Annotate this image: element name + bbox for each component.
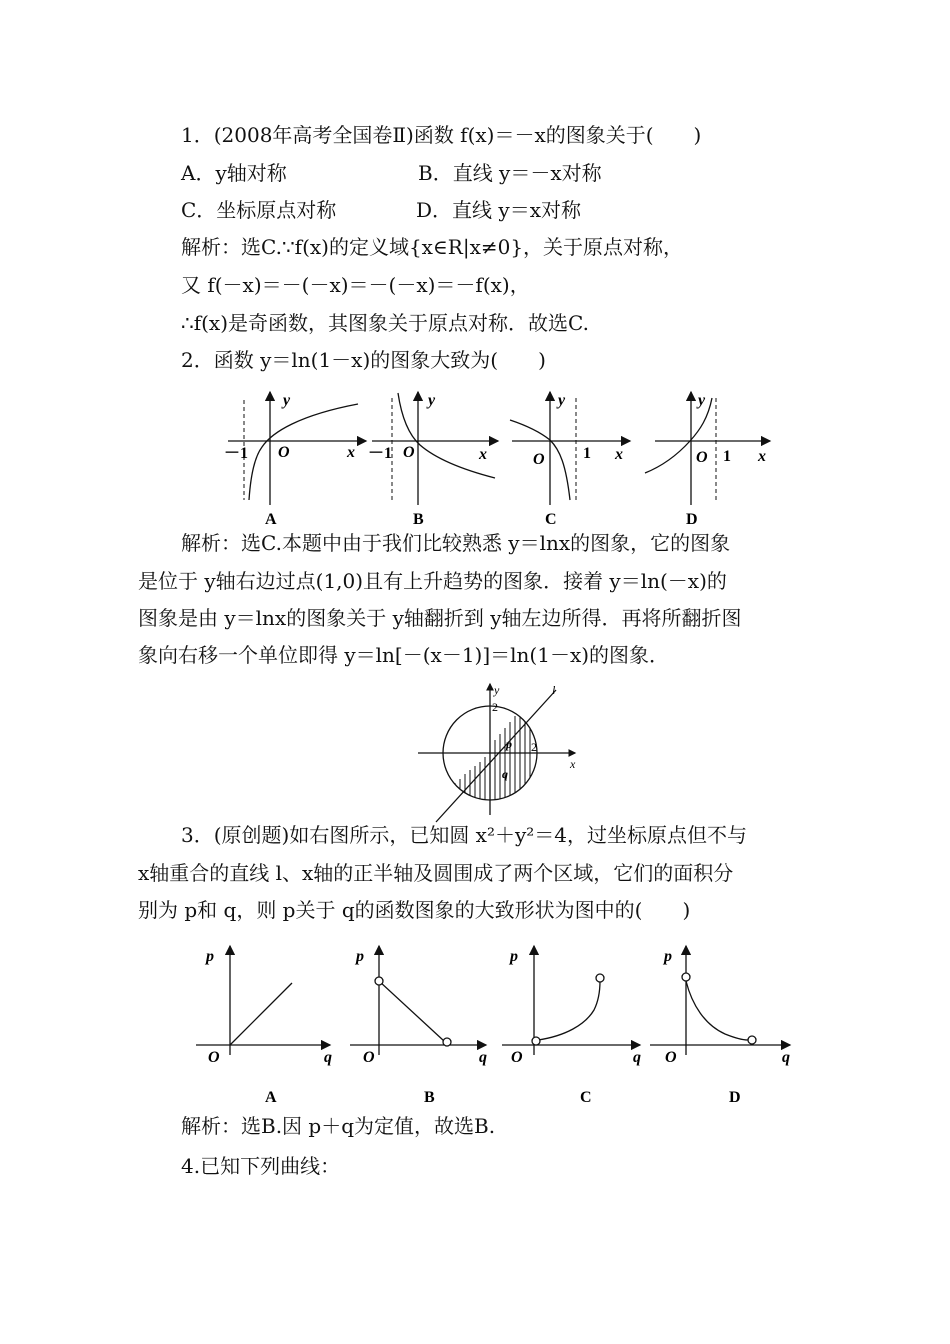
q2-solution-line1: 解析：选C.本题中由于我们比较熟悉 y＝lnx的图象，它的图象	[181, 531, 731, 555]
origin-label: O	[208, 1049, 220, 1066]
graph-label-c: C	[545, 511, 557, 528]
tick-neg1: －1	[368, 445, 393, 462]
tick-one: 1	[583, 445, 591, 462]
graph-label-b: B	[413, 511, 424, 528]
q2-solution-line3: 图象是由 y＝lnx的图象关于 y轴翻折到 y轴左边所得．再将所翻折图	[138, 606, 742, 630]
q1-option-b: B．直线 y＝－x对称	[418, 161, 602, 185]
q1-solution-line1: 解析：选C.∵f(x)的定义域{x∈R|x≠0}，关于原点对称，	[181, 235, 684, 259]
p-label: p	[510, 948, 518, 965]
y-label: y	[283, 392, 291, 409]
origin-label: O	[696, 449, 708, 466]
q1-solution-line2: 又 f(－x)＝－(－x)＝－(－x)＝－f(x)，	[181, 273, 530, 297]
open-endpoint	[596, 974, 604, 982]
x-label: x	[615, 446, 623, 463]
l-label: l	[552, 683, 556, 697]
q1-option-c: C．坐标原点对称	[181, 198, 337, 222]
q3-line2: x轴重合的直线 l、x轴的正半轴及圆围成了两个区域，它们的面积分	[138, 861, 734, 885]
graph-label-d: D	[729, 1089, 741, 1106]
origin-label: O	[511, 1049, 523, 1066]
q3-solution: 解析：选B.因 p＋q为定值，故选B.	[181, 1114, 496, 1138]
p-label: p	[206, 948, 214, 965]
y-label: y	[698, 392, 706, 409]
graph-label-a: A	[265, 511, 277, 528]
q3-graph-b	[350, 946, 487, 1106]
curve	[230, 983, 292, 1045]
p-label: p	[356, 948, 364, 965]
y-label: y	[558, 392, 566, 409]
graph-label-b: B	[424, 1089, 435, 1106]
x-label: x	[758, 448, 766, 465]
q2-stem: 2．函数 y＝ln(1－x)的图象大致为( )	[181, 348, 546, 372]
x-label: x	[347, 444, 355, 461]
origin-label: O	[533, 451, 545, 468]
graph-label-d: D	[686, 511, 698, 528]
curve	[686, 981, 748, 1040]
q3-graph-a	[196, 946, 332, 1106]
y-label: y	[494, 683, 500, 697]
graph-label-a: A	[265, 1089, 277, 1106]
tick-two-right: 2	[531, 740, 537, 754]
open-endpoint	[748, 1036, 756, 1044]
x-label: x	[570, 757, 576, 771]
q1-option-a: A．y轴对称	[181, 161, 287, 185]
q3-graph-c	[502, 946, 641, 1106]
q3-line3: 别为 p和 q，则 p关于 q的函数图象的大致形状为图中的( )	[138, 898, 691, 922]
open-endpoint	[443, 1038, 451, 1046]
q1-solution-line3: ∴f(x)是奇函数，其图象关于原点对称．故选C.	[181, 311, 589, 335]
tick-neg1: －1	[224, 445, 249, 462]
q-label: q	[479, 1049, 487, 1066]
q1-stem: 1．(2008年高考全国卷Ⅱ)函数 f(x)＝－x的图象关于( )	[181, 123, 702, 147]
graph-label-c: C	[580, 1089, 592, 1106]
q-label: q	[633, 1049, 641, 1066]
q2-solution-line4: 象向右移一个单位即得 y＝ln[－(x－1)]＝ln(1－x)的图象．	[138, 643, 670, 667]
q2-solution-line2: 是位于 y轴右边过点(1,0)且有上升趋势的图象．接着 y＝ln(－x)的	[138, 569, 727, 593]
q4-stem: 4.已知下列曲线：	[181, 1154, 341, 1178]
origin-label: O	[278, 444, 290, 461]
q-label: q	[782, 1049, 790, 1066]
open-endpoint	[532, 1037, 540, 1045]
q1-option-d: D．直线 y＝x对称	[416, 198, 581, 222]
x-label: x	[479, 446, 487, 463]
curve	[379, 981, 444, 1041]
q-label: q	[502, 767, 508, 781]
tick-one: 1	[723, 448, 731, 465]
q3-graph-d	[650, 946, 790, 1106]
q-label: q	[324, 1049, 332, 1066]
tick-two-top: 2	[492, 700, 498, 714]
origin-label: O	[363, 1049, 375, 1066]
open-endpoint	[682, 973, 690, 981]
p-label: p	[664, 948, 672, 965]
origin-label: O	[403, 444, 415, 461]
y-label: y	[428, 392, 436, 409]
p-label: p	[506, 737, 512, 751]
open-endpoint	[375, 977, 383, 985]
q3-line1: 3．(原创题)如右图所示，已知圆 x²＋y²＝4，过坐标原点但不与	[181, 823, 748, 847]
curve	[538, 981, 600, 1040]
origin-label: O	[665, 1049, 677, 1066]
